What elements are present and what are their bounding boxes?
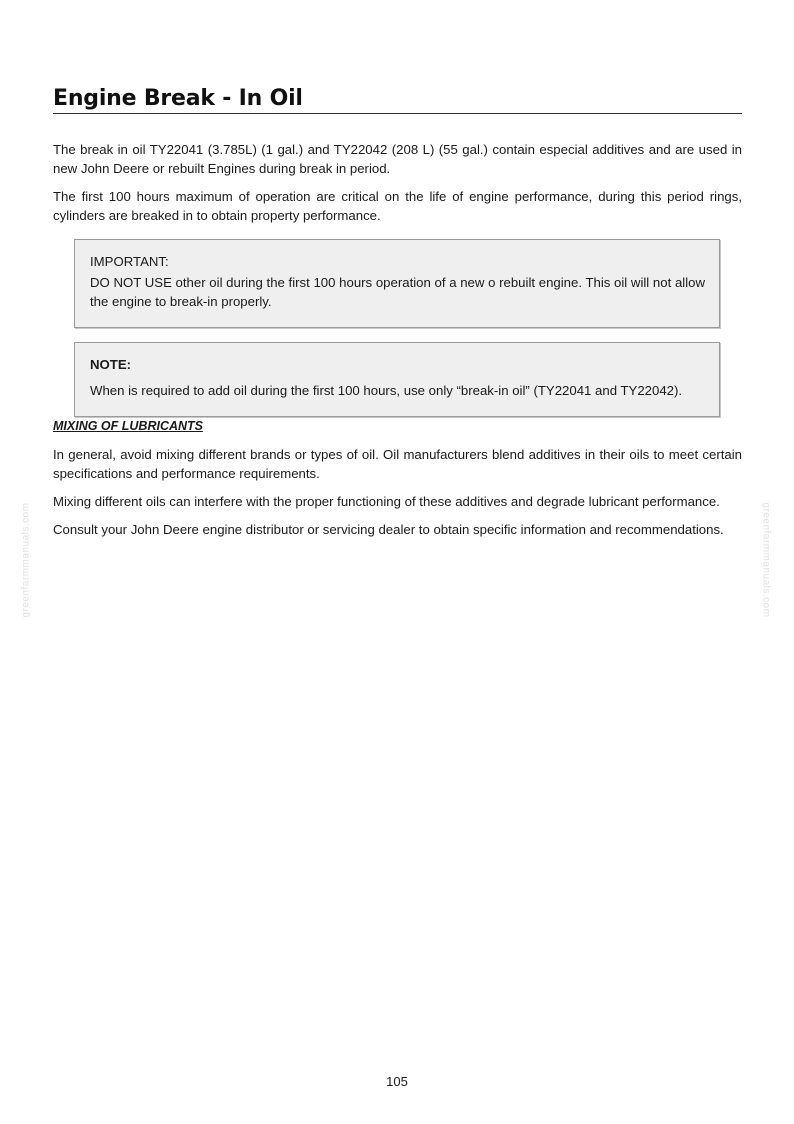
intro-paragraph: The break in oil TY22041 (3.785L) (1 gal.) and TY22042 (208 L) (55 gal.) contain especial additives and are used in new John Deere or rebuilt Engines during break in period. — [53, 142, 742, 176]
watermark-right: greenfarmmanuals.com — [760, 502, 772, 618]
important-callout — [74, 239, 720, 328]
mixing-heading: MIXING OF LUBRICANTS — [53, 419, 203, 433]
mixing-paragraph: In general, avoid mixing different brands or types of oil. Oil manufacturers blend additives in their oils to meet certain specifications and performance requirements. — [53, 447, 742, 481]
note-label: NOTE: — [90, 357, 132, 372]
page-content — [53, 140, 742, 548]
intro-paragraph: The first 100 hours maximum of operation are critical on the life of engine performance, during this period rings, cylinders are breaked in to obtain property performance. — [53, 189, 742, 223]
page-title: Engine Break - In Oil — [53, 86, 742, 114]
watermark-left: greenfarmmanuals.com — [20, 502, 32, 618]
note-callout — [74, 342, 720, 417]
note-text: When is required to add oil during the first 100 hours, use only “break-in oil” (TY22041 and TY22042). — [90, 383, 683, 398]
important-label: IMPORTANT: — [90, 254, 169, 269]
page-number: 105 — [386, 1074, 408, 1089]
important-text: DO NOT USE other oil during the first 100 hours operation of a new o rebuilt engine. This oil will not allow the engine to break-in properly. — [90, 275, 705, 309]
mixing-paragraph: Consult your John Deere engine distributor or servicing dealer to obtain specific information and recommendations. — [53, 522, 724, 537]
mixing-paragraph: Mixing different oils can interfere with the proper functioning of these additives and degrade lubricant performance. — [53, 494, 720, 509]
